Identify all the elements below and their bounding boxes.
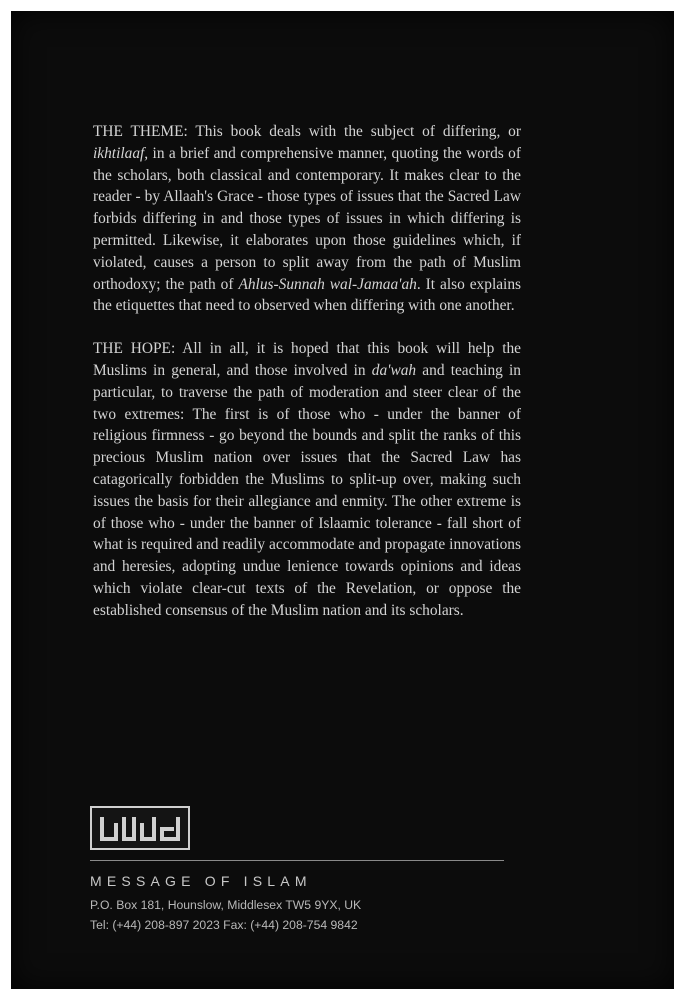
theme-heading: THE THEME: bbox=[93, 123, 188, 140]
theme-term-ahlus-sunnah: Ahlus-Sunnah wal-Jamaa'ah bbox=[238, 275, 417, 293]
publisher-address: P.O. Box 181, Hounslow, Middlesex TW5 9YX, UK bbox=[90, 898, 362, 912]
theme-paragraph bbox=[93, 121, 521, 317]
publisher-name: MESSAGE OF ISLAM bbox=[90, 873, 312, 889]
hope-term-dawah: da'wah bbox=[371, 361, 417, 379]
back-cover bbox=[11, 11, 674, 989]
theme-term-ikhtilaaf: ikhtilaaf, bbox=[93, 144, 149, 162]
theme-text-2: in a brief and comprehensive manner, quoting the words of the scholars, both classical and contemporary. It makes clear to the reader - by Allaah's Grace - those types of issues that the Sacred Law forbids differing in and those types of issues in which differing is permitted. Likewise, it elaborates upon those guidelines which, if violated, causes a person to split away from the path of Muslim orthodoxy; the path of bbox=[93, 144, 521, 293]
hope-heading: THE HOPE: bbox=[93, 340, 176, 358]
theme-text-3: . It also explains the etiquettes that need to observed when differing with one another. bbox=[93, 275, 522, 315]
hope-text-2: and teaching in particular, to traverse the path of moderation and steer clear of the two extremes: The first is of those who - under the banner of religious firmness - go beyond the bounds and split the ranks of this precious Muslim nation over issues that the Sacred Law has catagorically forbidden the Muslims to split-up over, making such issues the basis for their allegiance and enmity. The other extreme is of those who - under the banner of Islaamic tolerance - fall short of what is required and readily accommodate and propagate innovations and heresies, adopting undue lenience towards opinions and ideas which violate clear-cut texts of the Revelation, or oppose the established consensus of the Muslim nation and its scholars. bbox=[93, 361, 521, 619]
blurb-text bbox=[93, 121, 521, 643]
kufic-calligraphy-logo-icon bbox=[98, 813, 182, 843]
divider bbox=[90, 860, 504, 861]
publisher-phone: Tel: (+44) 208-897 2023 Fax: (+44) 208-754 9842 bbox=[90, 918, 358, 932]
hope-paragraph bbox=[93, 338, 521, 621]
theme-text-1: This book deals with the subject of differing, or bbox=[195, 123, 521, 140]
hope-text-1: All in all, it is hoped that this book will help the Muslims in general, and those involved in bbox=[93, 340, 521, 379]
publisher-logo bbox=[90, 806, 190, 850]
